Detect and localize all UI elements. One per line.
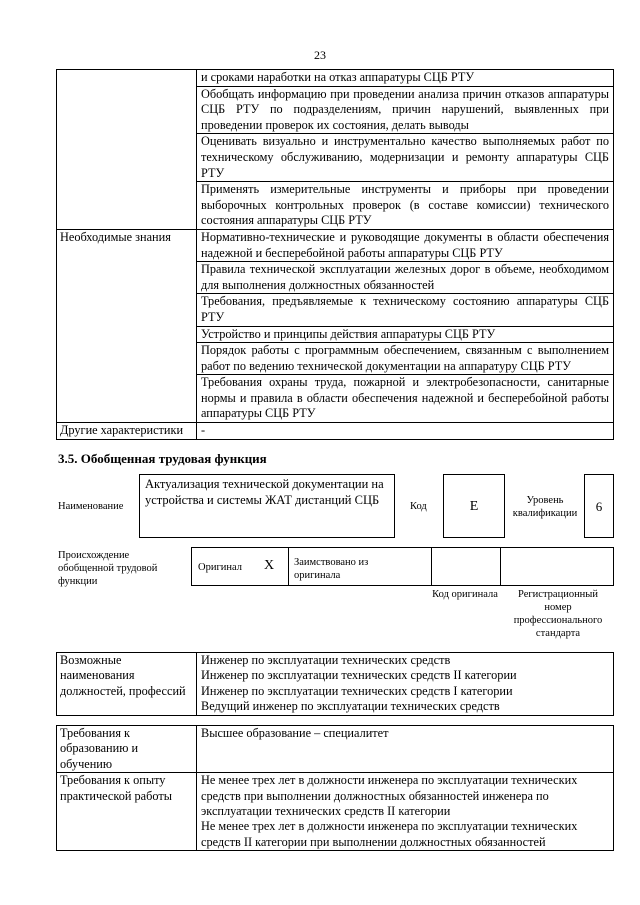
borrowed-label: Заимствовано из оригинала [294, 557, 369, 581]
row-label [57, 70, 197, 230]
position-item: Ведущий инженер по эксплуатации технических средств [201, 699, 500, 714]
position-item: Инженер по эксплуатации технических средств II категории [201, 668, 517, 683]
section-heading: 3.5. Обобщенная трудовая функция [58, 451, 267, 466]
row-text: Оценивать визуально и инструментально качество выполняемых работ по техническому обслуживанию, модернизации и ремонту аппаратуры СЦБ РТУ [197, 134, 614, 182]
row-text: - [197, 423, 614, 440]
page-number: 23 [314, 48, 326, 62]
name-label: Наименование [58, 501, 124, 512]
code-box [443, 474, 505, 538]
row-text: Обобщать информацию при проведении анализа причин отказов аппаратуры СЦБ РТУ по подразделениям, причин нарушений, выявленных при проведении проверок их состояния, делать выводы [197, 86, 614, 134]
origin-label: Происхождение обобщенной трудовой функции [58, 550, 158, 587]
row-text: Требования охраны труда, пожарной и электробезопасности, санитарные нормы и правила в области обеспечения надежной и бесперебойной работы аппаратуры СЦБ РТУ [197, 375, 614, 423]
table-row [57, 423, 614, 440]
education-value: Высшее образование – специалитет [197, 726, 614, 773]
code-value: Е [469, 499, 479, 514]
requirements-table [56, 725, 614, 851]
function-name-value: Актуализация технической документации на устройства и системы ЖАТ дистанций СЦБ [145, 477, 384, 507]
table-row [57, 229, 614, 261]
education-label: Требования к образованию и обучению [57, 726, 197, 773]
row-text: Порядок работы с программным обеспечением, связанным с выполнением работ по ведению технической документации на аппаратуру СЦБ РТУ [197, 343, 614, 375]
experience-label: Требования к опыту практической работы [57, 773, 197, 851]
reg-number-caption: Регистрационный номер профессионального стандарта [513, 589, 603, 639]
skills-knowledge-table [56, 69, 614, 440]
original-label: Оригинал [198, 562, 242, 573]
experience-item: Не менее трех лет в должности инженера по эксплуатации технических средств II категории при выполнении должностных обязанностей [201, 819, 578, 849]
position-item: Инженер по эксплуатации технических средств I категории [201, 683, 513, 698]
row-label: Другие характеристики [57, 423, 197, 440]
positions-label: Возможные наименования должностей, профессий [57, 653, 197, 716]
code-original-caption: Код оригинала [432, 589, 498, 600]
level-box [584, 474, 614, 538]
origin-divider [431, 548, 432, 585]
table-row [57, 70, 614, 87]
experience-item: Не менее трех лет в должности инженера по эксплуатации технических средств при выполнении должностных обязанностей инженера по эксплуатации технических средств II категории [201, 773, 578, 819]
row-text: и сроками наработки на отказ аппаратуры СЦБ РТУ [197, 70, 614, 87]
level-value: 6 [595, 499, 603, 514]
code-label: Код [410, 501, 427, 512]
origin-divider [500, 548, 501, 585]
experience-list [197, 773, 614, 851]
row-text: Нормативно-технические и руководящие документы в области обеспечения надежной и бесперебойной работы аппаратуры СЦБ РТУ [197, 229, 614, 261]
origin-divider [288, 548, 289, 585]
row-text: Устройство и принципы действия аппаратуры СЦБ РТУ [197, 326, 614, 343]
positions-table [56, 652, 614, 716]
function-name-box [139, 474, 395, 538]
origin-table [191, 547, 614, 586]
row-label: Необходимые знания [57, 229, 197, 422]
positions-list [197, 653, 614, 716]
row-text: Применять измерительные инструменты и приборы при проведении выборочных контрольных проверок (в составе комиссии) технического состояния аппаратуры СЦБ РТУ [197, 182, 614, 230]
row-text: Правила технической эксплуатации железных дорог в объеме, необходимом для выполнения должностных обязанностей [197, 262, 614, 294]
level-label: Уровень квалификации [512, 495, 578, 519]
position-item: Инженер по эксплуатации технических средств [201, 653, 451, 667]
original-mark: Х [264, 558, 275, 573]
row-text: Требования, предъявляемые к техническому состоянию аппаратуры СЦБ РТУ [197, 294, 614, 326]
